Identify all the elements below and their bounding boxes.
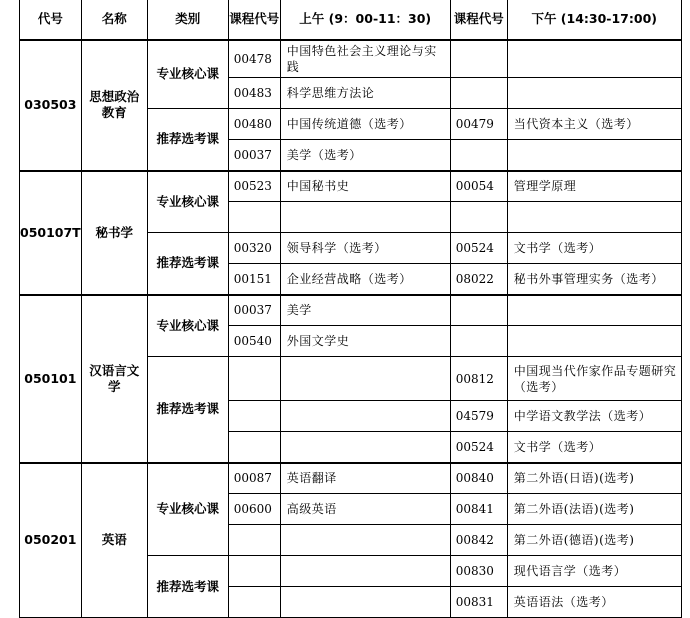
am-course-code: 00320 bbox=[228, 233, 280, 264]
header-am-course-code-label: 课程代号 bbox=[229, 10, 280, 26]
header-afternoon: 下午 (14:30-17:00) bbox=[507, 0, 681, 40]
am-course-name bbox=[280, 202, 450, 233]
category-elective: 推荐选考课 bbox=[147, 556, 228, 618]
pm-course-code bbox=[450, 140, 507, 171]
am-course-code bbox=[228, 525, 280, 556]
pm-course-code: 00841 bbox=[450, 494, 507, 525]
category-elective: 推荐选考课 bbox=[147, 233, 228, 295]
pm-course-code: 00831 bbox=[450, 587, 507, 618]
pm-course-name: 英语语法（选考） bbox=[507, 587, 681, 618]
am-course-name: 外国文学史 bbox=[280, 326, 450, 357]
category-core: 专业核心课 bbox=[147, 171, 228, 233]
am-course-name: 高级英语 bbox=[280, 494, 450, 525]
table-row bbox=[20, 463, 682, 494]
table-row bbox=[20, 171, 682, 202]
pm-course-name bbox=[507, 295, 681, 326]
am-course-code: 00151 bbox=[228, 264, 280, 295]
pm-course-name bbox=[507, 140, 681, 171]
pm-course-name bbox=[507, 202, 681, 233]
header-pm-course-code bbox=[450, 0, 507, 40]
pm-course-name: 现代语言学（选考） bbox=[507, 556, 681, 587]
am-course-code bbox=[228, 556, 280, 587]
pm-course-code: 00524 bbox=[450, 233, 507, 264]
am-course-name bbox=[280, 432, 450, 463]
pm-course-code: 00812 bbox=[450, 357, 507, 401]
header-code: 代号 bbox=[20, 0, 82, 40]
table-row bbox=[20, 295, 682, 326]
pm-course-code: 00840 bbox=[450, 463, 507, 494]
header-category: 类别 bbox=[147, 0, 228, 40]
header-pm-course-code-label: 课程代号 bbox=[453, 10, 504, 26]
am-course-name bbox=[280, 587, 450, 618]
am-course-name: 美学（选考） bbox=[280, 140, 450, 171]
pm-course-name: 中国现当代作家作品专题研究（选考） bbox=[507, 357, 681, 401]
pm-course-code bbox=[450, 326, 507, 357]
major-code: 050101 bbox=[20, 295, 82, 463]
am-course-name: 中国特色社会主义理论与实践 bbox=[280, 40, 450, 78]
pm-course-code bbox=[450, 202, 507, 233]
pm-course-name: 第二外语(德语)(选考) bbox=[507, 525, 681, 556]
am-course-code: 00600 bbox=[228, 494, 280, 525]
pm-course-name bbox=[507, 40, 681, 78]
pm-course-name: 秘书外事管理实务（选考） bbox=[507, 264, 681, 295]
am-course-code bbox=[228, 202, 280, 233]
header-am-course-code bbox=[228, 0, 280, 40]
am-course-name bbox=[280, 556, 450, 587]
am-course-code: 00478 bbox=[228, 40, 280, 78]
header-morning: 上午 (9：00-11：30) bbox=[280, 0, 450, 40]
major-name: 思想政治教育 bbox=[81, 40, 147, 171]
category-core: 专业核心课 bbox=[147, 40, 228, 109]
exam-schedule-table bbox=[19, 0, 682, 618]
major-name: 英语 bbox=[81, 463, 147, 618]
major-name: 秘书学 bbox=[81, 171, 147, 295]
am-course-name: 中国传统道德（选考） bbox=[280, 109, 450, 140]
am-course-name: 中国秘书史 bbox=[280, 171, 450, 202]
pm-course-name bbox=[507, 326, 681, 357]
pm-course-code: 00524 bbox=[450, 432, 507, 463]
pm-course-code bbox=[450, 295, 507, 326]
am-course-code bbox=[228, 587, 280, 618]
category-elective: 推荐选考课 bbox=[147, 357, 228, 463]
am-course-name: 企业经营战略（选考） bbox=[280, 264, 450, 295]
pm-course-code: 00842 bbox=[450, 525, 507, 556]
am-course-code: 00037 bbox=[228, 295, 280, 326]
pm-course-code bbox=[450, 40, 507, 78]
am-course-code bbox=[228, 401, 280, 432]
am-course-name: 领导科学（选考） bbox=[280, 233, 450, 264]
am-course-code: 00523 bbox=[228, 171, 280, 202]
pm-course-code: 00830 bbox=[450, 556, 507, 587]
am-course-code: 00483 bbox=[228, 78, 280, 109]
pm-course-code: 00479 bbox=[450, 109, 507, 140]
pm-course-name: 管理学原理 bbox=[507, 171, 681, 202]
pm-course-code: 04579 bbox=[450, 401, 507, 432]
table-row bbox=[20, 40, 682, 78]
am-course-code: 00480 bbox=[228, 109, 280, 140]
pm-course-name: 当代资本主义（选考） bbox=[507, 109, 681, 140]
major-code: 030503 bbox=[20, 40, 82, 171]
am-course-name: 英语翻译 bbox=[280, 463, 450, 494]
pm-course-name: 中学语文教学法（选考） bbox=[507, 401, 681, 432]
am-course-code: 00037 bbox=[228, 140, 280, 171]
category-core: 专业核心课 bbox=[147, 463, 228, 556]
category-elective: 推荐选考课 bbox=[147, 109, 228, 171]
am-course-name bbox=[280, 357, 450, 401]
am-course-name: 科学思维方法论 bbox=[280, 78, 450, 109]
pm-course-code: 00054 bbox=[450, 171, 507, 202]
pm-course-code: 08022 bbox=[450, 264, 507, 295]
major-name: 汉语言文学 bbox=[81, 295, 147, 463]
major-code: 050201 bbox=[20, 463, 82, 618]
am-course-code bbox=[228, 432, 280, 463]
pm-course-name: 文书学（选考） bbox=[507, 233, 681, 264]
category-core: 专业核心课 bbox=[147, 295, 228, 357]
header-row bbox=[20, 0, 682, 40]
am-course-code: 00087 bbox=[228, 463, 280, 494]
major-code: 050107T bbox=[20, 171, 82, 295]
header-name: 名称 bbox=[81, 0, 147, 40]
pm-course-code bbox=[450, 78, 507, 109]
pm-course-name bbox=[507, 78, 681, 109]
am-course-code bbox=[228, 357, 280, 401]
am-course-code: 00540 bbox=[228, 326, 280, 357]
am-course-name: 美学 bbox=[280, 295, 450, 326]
pm-course-name: 第二外语(日语)(选考) bbox=[507, 463, 681, 494]
pm-course-name: 文书学（选考） bbox=[507, 432, 681, 463]
am-course-name bbox=[280, 525, 450, 556]
pm-course-name: 第二外语(法语)(选考) bbox=[507, 494, 681, 525]
am-course-name bbox=[280, 401, 450, 432]
